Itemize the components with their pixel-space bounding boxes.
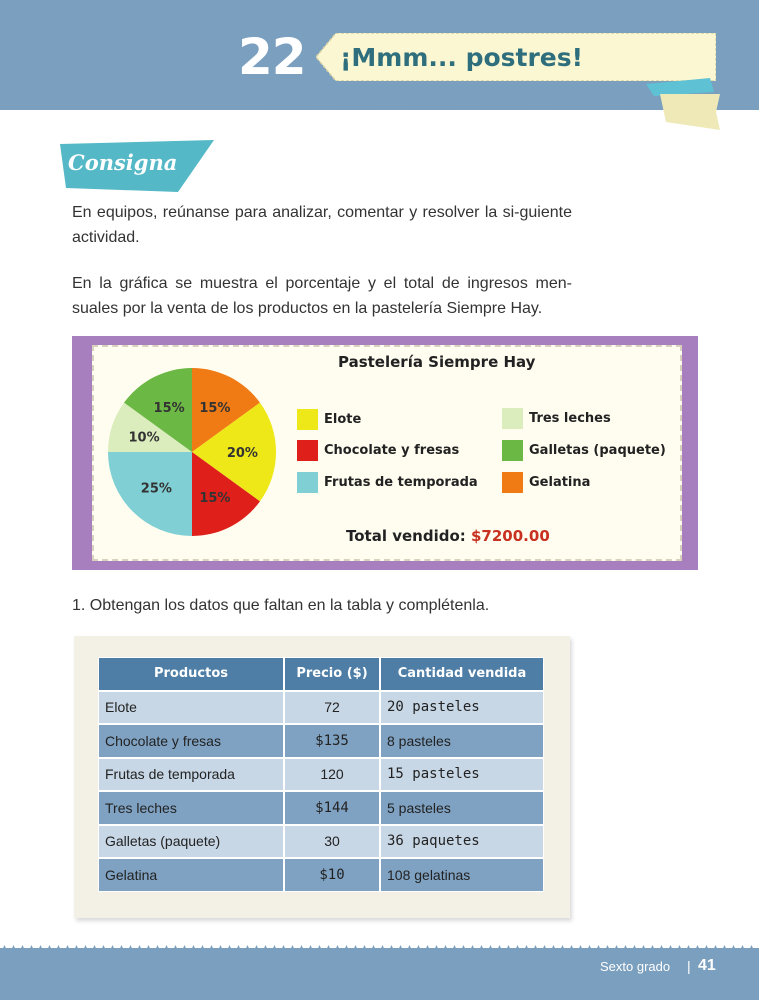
product-cell: Frutas de temporada — [98, 758, 284, 792]
question-1: 1. Obtengan los datos que faltan en la tabla y complétenla. — [72, 597, 490, 614]
total-sold — [346, 527, 550, 545]
pie-slice-label: 15% — [153, 401, 185, 417]
ribbon-decoration — [646, 78, 724, 134]
legend-item-chocolate — [297, 440, 459, 461]
price-cell-handwritten: $10 — [284, 858, 380, 892]
footer-band — [0, 948, 759, 1000]
price-cell-handwritten: $144 — [284, 791, 380, 825]
pie-slice-label: 20% — [226, 446, 258, 461]
price-cell: 72 — [284, 691, 380, 725]
pie-slice-label: 15% — [199, 490, 231, 506]
table-row — [98, 691, 544, 725]
legend-swatch — [502, 472, 523, 493]
products-table — [98, 657, 544, 892]
legend-swatch — [502, 408, 523, 429]
product-cell: Galletas (paquete) — [98, 825, 284, 859]
header-productos: Productos — [98, 657, 284, 691]
table-row — [98, 858, 544, 892]
legend-swatch — [297, 440, 318, 461]
footer-separator: | — [687, 958, 691, 974]
chart-title: Pastelería Siempre Hay — [338, 353, 536, 371]
table-row — [98, 724, 544, 758]
legend-item-tres-leches — [502, 408, 611, 429]
price-cell: 120 — [284, 758, 380, 792]
pie-chart — [102, 364, 282, 544]
legend-label: Elote — [324, 412, 362, 427]
legend-label: Gelatina — [529, 475, 591, 490]
legend-label: Frutas de temporada — [324, 475, 478, 490]
table-row — [98, 758, 544, 792]
total-value: $7200.00 — [471, 527, 550, 545]
footer-grade: Sexto grado — [600, 959, 671, 974]
qty-cell-handwritten: 20 pasteles — [380, 691, 544, 725]
pie-slice-label: 10% — [128, 430, 160, 446]
product-cell: Chocolate y fresas — [98, 724, 284, 758]
price-cell: 30 — [284, 825, 380, 859]
legend-item-galletas — [502, 440, 666, 461]
header-precio: Precio ($) — [284, 657, 380, 691]
legend-swatch — [297, 472, 318, 493]
lesson-title: ¡Mmm... postres! — [340, 43, 584, 72]
price-cell-handwritten: $135 — [284, 724, 380, 758]
pie-slice-label: 25% — [140, 481, 172, 497]
legend-item-elote — [297, 409, 361, 430]
qty-cell: 8 pasteles — [380, 724, 544, 758]
product-cell: Gelatina — [98, 858, 284, 892]
page-number: 41 — [698, 957, 716, 974]
pie-slice-label: 15% — [199, 401, 231, 417]
qty-cell-handwritten: 36 paquetes — [380, 825, 544, 859]
instruction-paragraph: En equipos, reúnanse para analizar, comentar y resolver la si-guiente actividad. — [72, 204, 572, 246]
legend-label: Tres leches — [529, 411, 611, 426]
legend-item-gelatina — [502, 472, 590, 493]
legend-swatch — [502, 440, 523, 461]
product-cell: Tres leches — [98, 791, 284, 825]
lesson-number: 22 — [238, 28, 306, 86]
legend-label: Galletas (paquete) — [529, 443, 666, 458]
qty-cell: 108 gelatinas — [380, 858, 544, 892]
qty-cell-handwritten: 15 pasteles — [380, 758, 544, 792]
table-row — [98, 825, 544, 859]
table-row — [98, 791, 544, 825]
table-header-row — [98, 657, 544, 691]
legend-label: Chocolate y fresas — [324, 443, 460, 458]
header-cantidad: Cantidad vendida — [380, 657, 544, 691]
total-label: Total vendido: — [346, 527, 466, 545]
legend-item-frutas — [297, 472, 478, 493]
qty-cell: 5 pasteles — [380, 791, 544, 825]
consigna-label: Consigna — [68, 150, 178, 175]
description-paragraph: En la gráfica se muestra el porcentaje y el total de ingresos men-suales por la venta de los productos en la pastelería Siempre Hay. — [72, 275, 572, 317]
legend-swatch — [297, 409, 318, 430]
product-cell: Elote — [98, 691, 284, 725]
